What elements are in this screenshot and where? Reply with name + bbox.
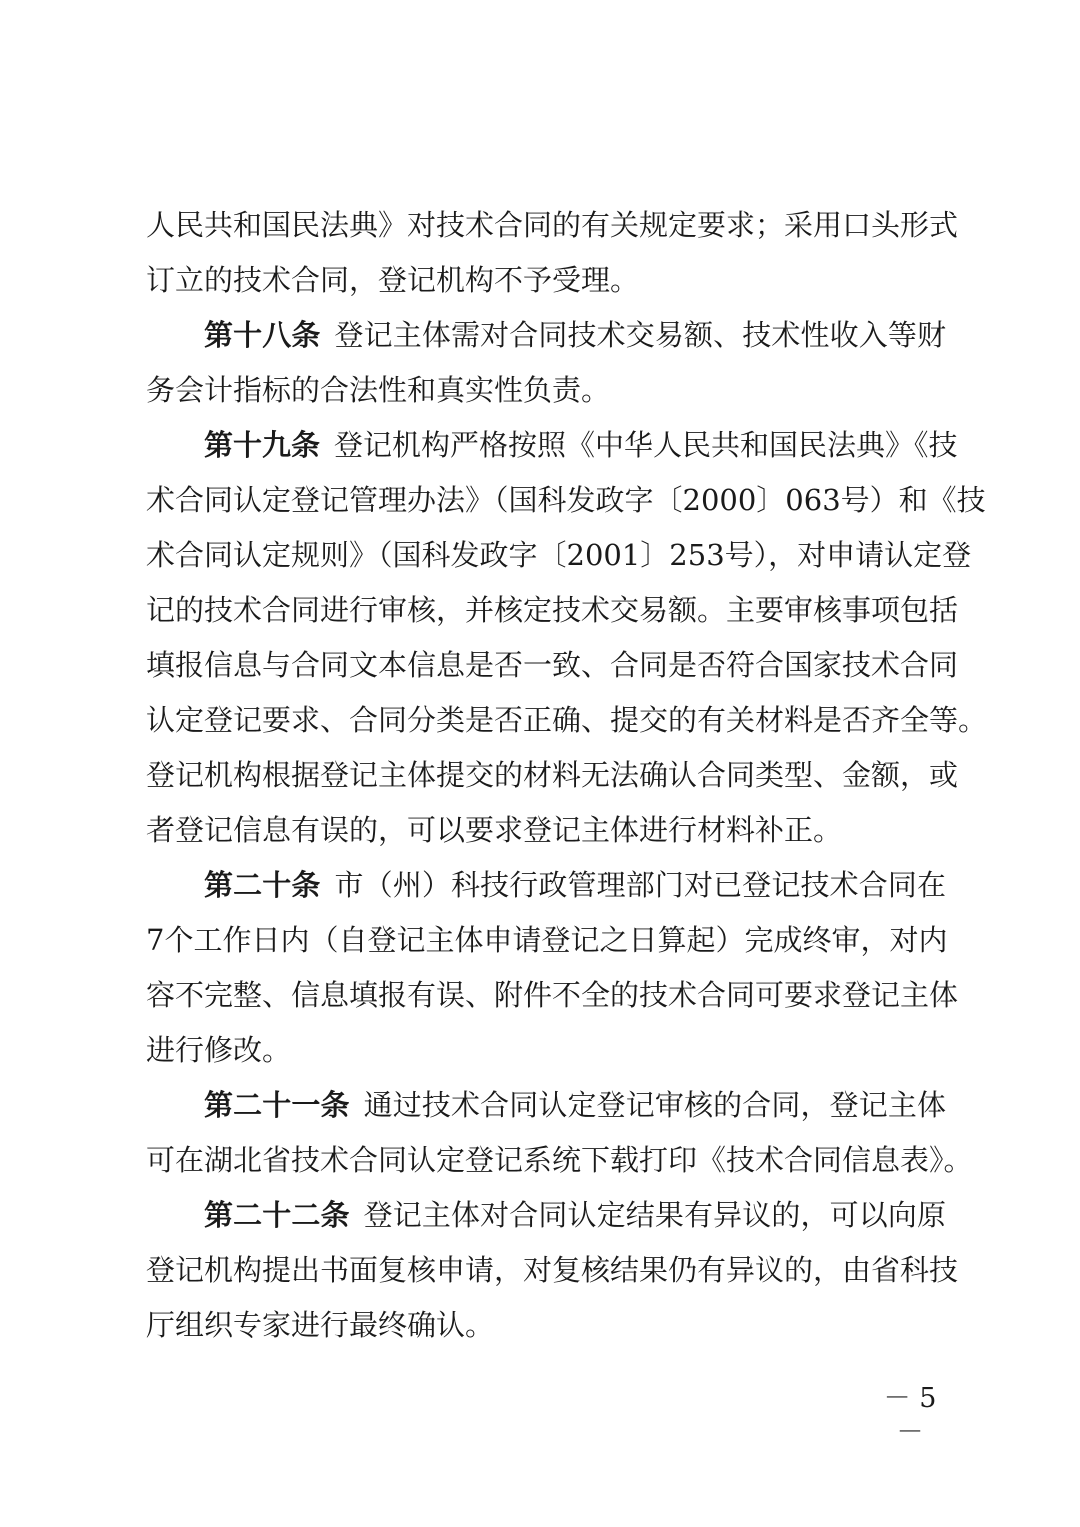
continuation-line-1: 人民共和国民法典》对技术合同的有关规定要求；采用口头形式 <box>146 208 959 242</box>
article-22-text: 登记主体对合同认定结果有异议的，可以向原 <box>363 1198 946 1232</box>
article-22-first-line <box>146 1188 946 1243</box>
article-19-line: 记的技术合同进行审核，并核定技术交易额。主要审核事项包括 <box>146 593 959 627</box>
continuation-line-2: 订立的技术合同，登记机构不予受理。 <box>146 263 640 297</box>
article-18-title: 第十八条 <box>204 318 321 352</box>
article-21-text: 通过技术合同认定登记审核的合同，登记主体 <box>363 1088 946 1122</box>
article-22-line: 厅组织专家进行最终确认。 <box>146 1308 495 1342</box>
page-number: － 5 － <box>883 1383 937 1448</box>
article-20-line: 7个工作日内（自登记主体申请登记之日算起）完成终审，对内 <box>146 923 948 957</box>
article-21-title: 第二十一条 <box>204 1088 350 1122</box>
article-22-title: 第二十二条 <box>204 1198 350 1232</box>
article-19-title: 第十九条 <box>204 428 321 462</box>
article-21-first-line <box>146 1078 946 1133</box>
article-18-first-line <box>146 308 946 363</box>
article-21-line: 可在湖北省技术合同认定登记系统下载打印《技术合同信息表》。 <box>146 1143 973 1177</box>
article-18-text: 登记主体需对合同技术交易额、技术性收入等财 <box>334 318 946 352</box>
article-20-first-line <box>146 858 946 913</box>
article-20-line: 进行修改。 <box>146 1033 292 1067</box>
article-19-line: 填报信息与合同文本信息是否一致、合同是否符合国家技术合同 <box>146 648 959 682</box>
article-22-line: 登记机构提出书面复核申请，对复核结果仍有异议的，由省科技 <box>146 1253 959 1287</box>
article-18-line: 务会计指标的合法性和真实性负责。 <box>146 373 611 407</box>
article-19-line: 术合同认定登记管理办法》（国科发政字〔2000〕063号）和《技 <box>146 483 986 517</box>
article-20-line: 容不完整、信息填报有误、附件不全的技术合同可要求登记主体 <box>146 978 959 1012</box>
article-19-first-line <box>146 418 958 473</box>
article-19-line: 登记机构根据登记主体提交的材料无法确认合同类型、金额，或 <box>146 758 959 792</box>
body-text <box>146 198 988 1353</box>
article-19-line: 者登记信息有误的，可以要求登记主体进行材料补正。 <box>146 813 843 847</box>
article-19-line: 认定登记要求、合同分类是否正确、提交的有关材料是否齐全等。 <box>146 703 988 737</box>
article-19-text: 登记机构严格按照《中华人民共和国民法典》《技 <box>334 428 958 462</box>
article-20-title: 第二十条 <box>204 868 321 902</box>
article-20-text: 市（州）科技行政管理部门对已登记技术合同在 <box>334 868 946 902</box>
article-19-line: 术合同认定规则》（国科发政字〔2001〕253号），对申请认定登 <box>146 538 972 572</box>
